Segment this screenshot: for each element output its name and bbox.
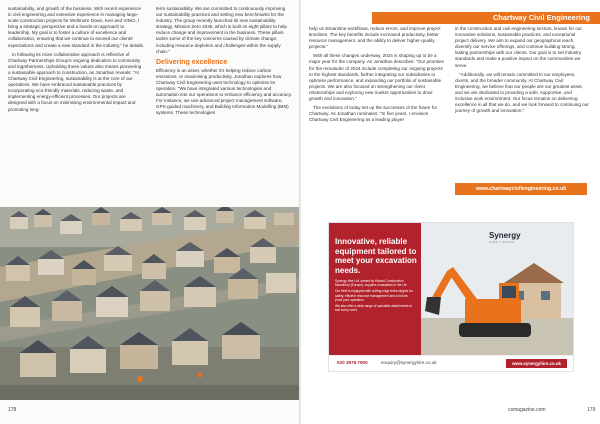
ad-red-panel bbox=[329, 223, 421, 371]
left-page bbox=[0, 0, 299, 424]
article-column-3 bbox=[309, 26, 445, 126]
ad-body bbox=[335, 279, 415, 314]
page-number-right: 179 bbox=[587, 407, 596, 413]
ad-paragraph: Synergy Hire Ltd, owned by Hitachi Construction Machinery (Europe), supplies excavators in the UK. bbox=[335, 279, 408, 288]
website-link[interactable]: www.chartwaycivilengineering.co.uk bbox=[455, 183, 587, 195]
ad-paragraph: Our fleet is equipped with cutting-edge technologies for safety, efficient resource management and to future-proof your operation. bbox=[335, 289, 413, 302]
paragraph: term sustainability. We are committed to continuously improving our sustainability practices and setting new benchmarks for the industry. The group recently launched its new sustainability strategy, Mission Zero 2035, which is built on eight pillars to help reduce change and improvement in the business. These pillars tackle some of the key concerns caused by climate change, including resource depletion and challenges within the supply chain." bbox=[156, 6, 287, 54]
paragraph: sustainability, and growth of the business. With recent experience in civil engineering and extensive experience in managing large-scale construction projects for Wellmore Down, Keir and VINCI, I bring a strategic perspective and a hands-on approach to leadership. My goal is to foster a culture of excellence and collaboration, ensuring that we continue to exceed our clients' expectations and create a new standard in the industry," he details. bbox=[8, 6, 145, 48]
ad-email[interactable]: enquiry@synergyhire.co.uk bbox=[381, 360, 437, 365]
ad-paragraph: We also offer a wide range of specialist attachments to suit every need. bbox=[335, 304, 413, 313]
synergy-logo bbox=[489, 231, 521, 244]
brand-header-bar bbox=[372, 12, 600, 24]
paragraph: Efficiency is an asset, whether it's helping reduce carbon emissions, or maximising productivity. Jonathan explores how Chartway Civil Engineering uses technology to optimise its operation. "We have integrated various technologies and automation into our operations to enhance efficiency and accuracy. For instance, we use advanced project management software, GPS-guided machinery, and Building Information Modelling (BIM) systems. These technologies bbox=[156, 67, 292, 116]
ad-headline: Innovative, reliable equipment tailored to meet your excavation needs. bbox=[335, 237, 417, 275]
paragraph: The evolutions of today set up the successes of the future for Chartway. As Jonathan ruminates: "In five years, I envision Chartway Civil Engineering as a leading player bbox=[309, 105, 438, 123]
magazine-url: csmagazine.com bbox=[508, 407, 546, 413]
paragraph: In following its more collaborative approach is reflective of Chartway Partnerships Group's ongoing dedication to community and togetherness. Upholding these values also means pioneering a sustainable approach to construction, as Jonathan reveals: "At Chartway Civil Engineering, sustainability is at the core of our operations. We have embraced sustainable practices by incorporating eco-friendly materials, reducing waste, and implementing energy-efficient processes. Our projects are designed with a focus on minimising environmental impact and promoting long- bbox=[8, 51, 142, 112]
subheading: Delivering excellence bbox=[156, 58, 228, 66]
paragraph: "Additionally, we will remain committed to our employees, clients, and the broader community. At Chartway Civil Engineering, we believe that our people are our greatest asset, and we are dedicated to providing a safe, supportive, and inclusive work environment. Our focus remains on delivering excellence in all that we do, and we look forward to continuing our journey of growth and innovation." bbox=[455, 71, 589, 114]
brand-title: Chartway Civil Engineering bbox=[492, 13, 590, 22]
paragraph: in the construction and civil engineering sectors, known for our innovative solutions, sustainable practices, and exceptional project delivery. We aim to expand our geographical reach, diversify our service offerings, and continue building strong, lasting partnerships with our clients. Our goal is to set industry standards and make a positive impact on the communities we serve. bbox=[455, 26, 582, 68]
ad-phone[interactable]: 020 3978 7900 bbox=[337, 360, 368, 365]
aerial-housing-photo bbox=[0, 207, 299, 400]
ad-web-button[interactable]: www.synergyhire.co.uk bbox=[506, 359, 567, 368]
logo-subtext: HIRE LIMITED bbox=[489, 240, 515, 244]
page-number-left: 178 bbox=[8, 407, 17, 413]
article-column-2 bbox=[156, 6, 293, 120]
ad-footer bbox=[329, 355, 573, 372]
logo-text: Synergy bbox=[489, 231, 521, 240]
paragraph: With all these changes underway, 2024 is shaping up to be a major year for the company. As Jonathan describes: "Our priorities for the remainder of 2024 include completing our ongoing projects to the highest standards, further integrating our subsidiaries to optimise performance, and expanding our portfolio of sustainable projects. We are also focused on strengthening our client relationships and exploring new market opportunities to drive growth and innovation." bbox=[309, 53, 444, 102]
article-column-4 bbox=[455, 26, 590, 117]
paragraph: help us streamline workflows, reduce errors, and improve project timelines. The key benefits include increased productivity, better resource management, and the ability to deliver higher-quality projects." bbox=[309, 26, 441, 50]
synergy-hire-advert bbox=[328, 222, 574, 372]
article-column-1 bbox=[8, 6, 145, 116]
